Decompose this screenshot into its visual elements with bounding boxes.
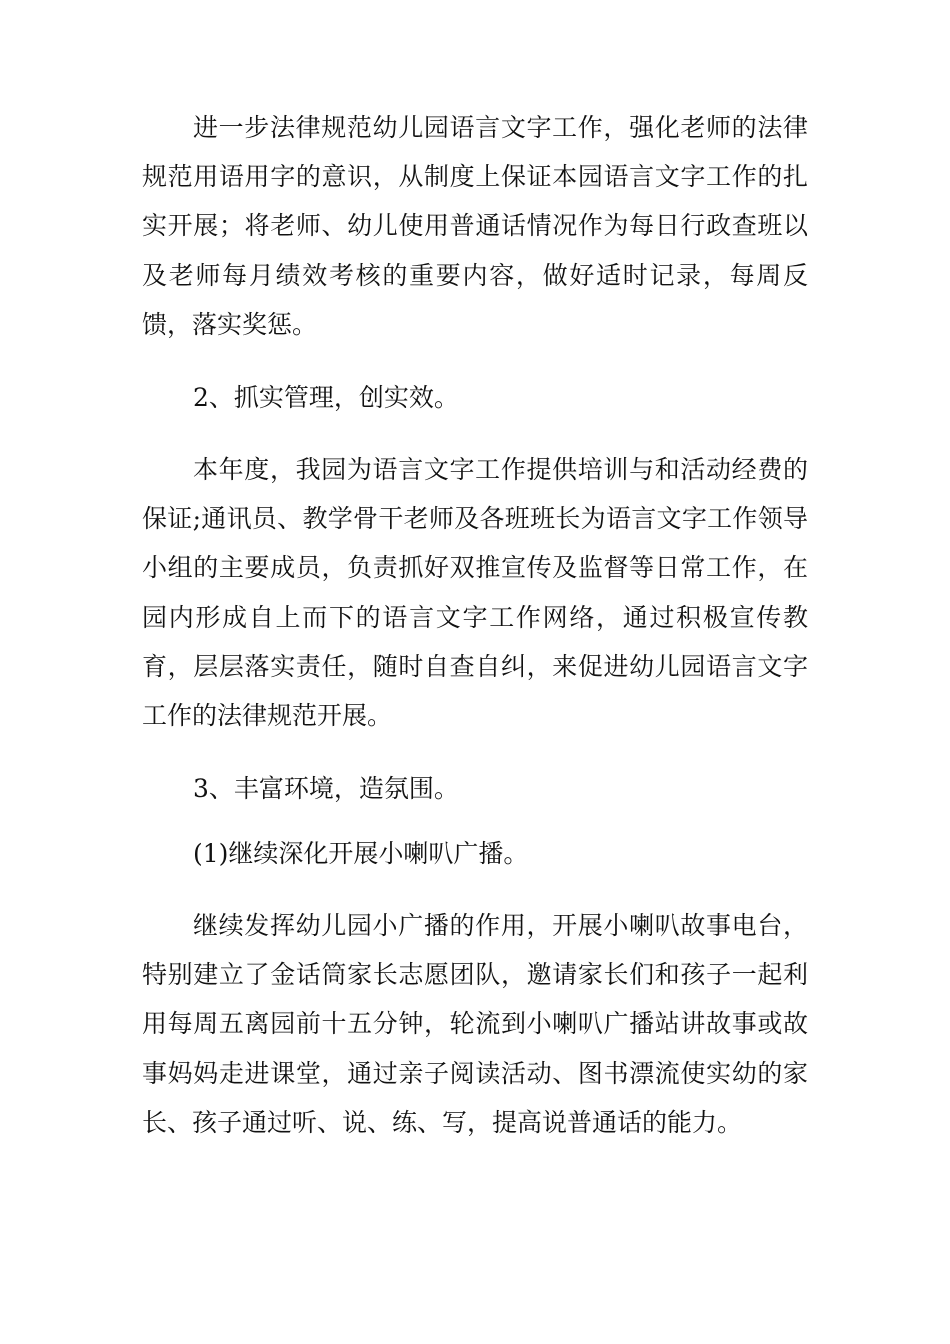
paragraph-1-line-5: 馈，落实奖惩。 [142, 310, 318, 339]
paragraph-6-line-1: 继续发挥幼儿园小广播的作用，开展小喇叭故事电台， [193, 911, 808, 940]
paragraph-3-line-5: 育，层层落实责任，随时自查自纠，来促进幼儿园语言文字 [142, 652, 808, 681]
paragraph-3-line-4: 园内形成自上而下的语言文字工作网络，通过积极宣传教 [142, 603, 808, 632]
paragraph-6-line-3: 用每周五离园前十五分钟，轮流到小喇叭广播站讲故事或故 [142, 1009, 808, 1038]
paragraph-3-line-3: 小组的主要成员，负责抓好双推宣传及监督等日常工作，在 [142, 553, 808, 582]
subsection-1-heading: (1)继续深化开展小喇叭广播。 [193, 839, 529, 868]
paragraph-6-line-2: 特别建立了金话筒家长志愿团队，邀请家长们和孩子一起利 [142, 960, 808, 989]
paragraph-6-line-4: 事妈妈走进课堂，通过亲子阅读活动、图书漂流使实幼的家 [142, 1059, 808, 1088]
paragraph-1-line-1: 进一步法律规范幼儿园语言文字工作，强化老师的法律 [193, 113, 808, 142]
paragraph-1-line-4: 及老师每月绩效考核的重要内容，做好适时记录，每周反 [142, 261, 808, 290]
paragraph-1-line-3: 实开展；将老师、幼儿使用普通话情况作为每日行政查班以 [142, 211, 808, 240]
paragraph-1-line-2: 规范用语用字的意识，从制度上保证本园语言文字工作的扎 [142, 162, 808, 191]
paragraph-3-line-2: 保证;通讯员、教学骨干老师及各班班长为语言文字工作领导 [142, 504, 808, 533]
paragraph-3-line-1: 本年度，我园为语言文字工作提供培训与和活动经费的 [193, 455, 808, 484]
section-3-heading: 3、丰富环境，造氛围。 [193, 774, 459, 803]
paragraph-3-line-6: 工作的法律规范开展。 [142, 701, 393, 730]
paragraph-6-line-5: 长、孩子通过听、说、练、写，提高说普通话的能力。 [142, 1108, 743, 1137]
section-2-heading: 2、抓实管理，创实效。 [193, 383, 459, 412]
